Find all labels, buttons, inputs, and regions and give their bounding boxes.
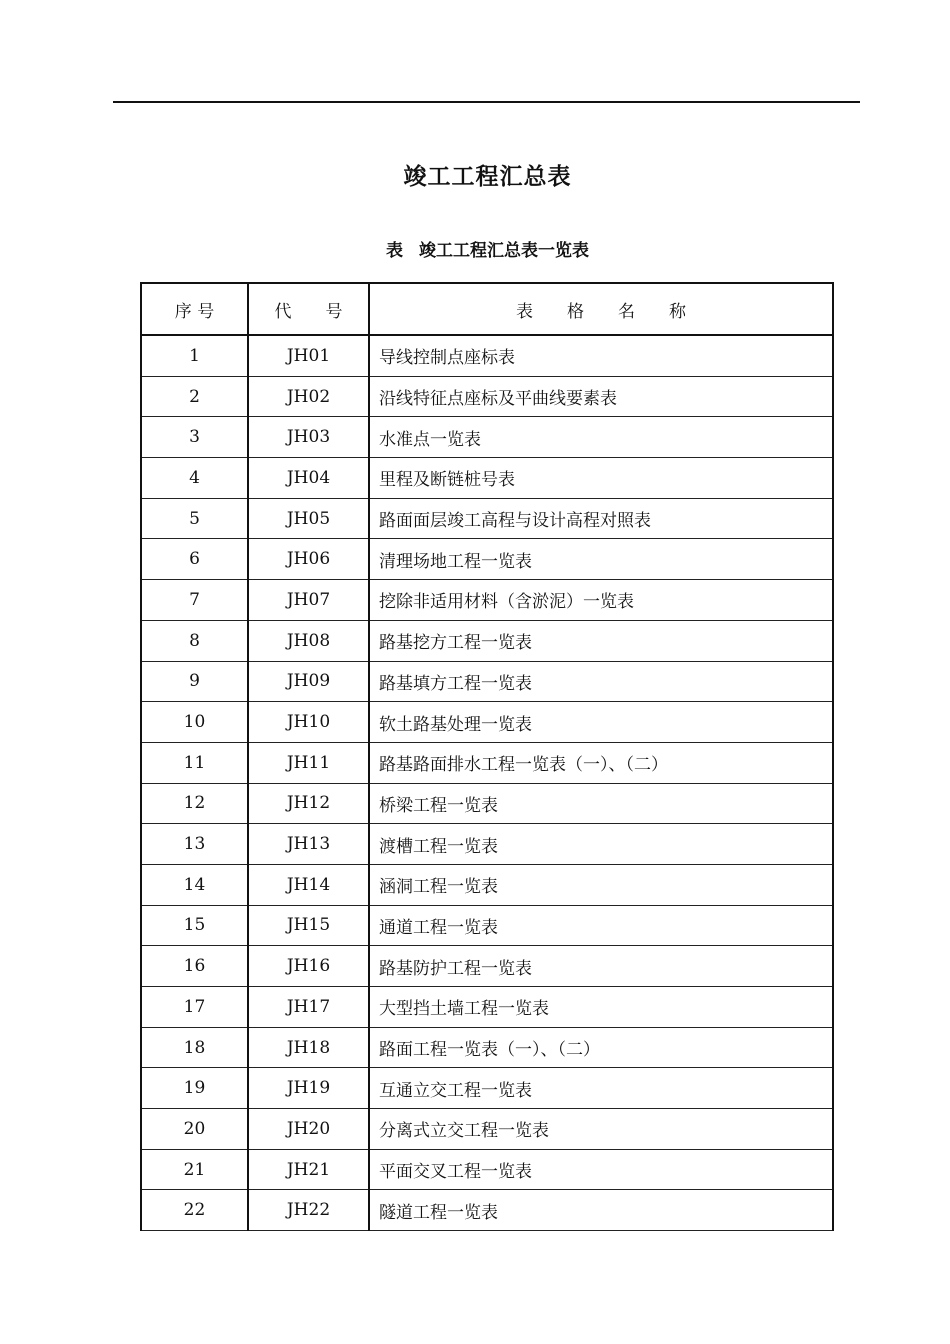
table-row [141, 620, 833, 661]
page-title: 竣工工程汇总表 [403, 164, 572, 190]
row-index-cell: 21 [141, 1149, 248, 1190]
table-row [141, 1068, 833, 1109]
row-name-cell: 里程及断链桩号表 [369, 458, 833, 499]
row-code-cell: JH08 [248, 620, 369, 661]
caption-text: 竣工工程汇总表一览表 [419, 241, 589, 261]
row-name-cell: 通道工程一览表 [369, 905, 833, 946]
table-row [141, 864, 833, 905]
row-name-cell: 桥梁工程一览表 [369, 783, 833, 824]
table-row [141, 498, 833, 539]
row-code-cell: JH18 [248, 1027, 369, 1068]
row-code-cell: JH14 [248, 864, 369, 905]
table-row [141, 742, 833, 783]
table-row [141, 458, 833, 499]
row-name-cell: 沿线特征点座标及平曲线要素表 [369, 376, 833, 417]
row-index-cell: 7 [141, 580, 248, 621]
row-index-cell: 12 [141, 783, 248, 824]
row-name-cell: 路基挖方工程一览表 [369, 620, 833, 661]
row-code-cell: JH13 [248, 824, 369, 865]
row-name-cell: 平面交叉工程一览表 [369, 1149, 833, 1190]
row-code-cell: JH01 [248, 335, 369, 376]
row-code-cell: JH03 [248, 417, 369, 458]
table-row [141, 580, 833, 621]
row-code-cell: JH09 [248, 661, 369, 702]
table-row [141, 335, 833, 376]
row-name-cell: 清理场地工程一览表 [369, 539, 833, 580]
row-name-cell: 路基填方工程一览表 [369, 661, 833, 702]
caption-prefix: 表 [386, 241, 403, 261]
row-index-cell: 18 [141, 1027, 248, 1068]
table-row [141, 946, 833, 987]
row-code-cell: JH07 [248, 580, 369, 621]
table-row [141, 1109, 833, 1150]
row-index-cell: 1 [141, 335, 248, 376]
row-name-cell: 软土路基处理一览表 [369, 702, 833, 743]
column-header-code: 代 号 [248, 283, 369, 335]
row-code-cell: JH22 [248, 1190, 369, 1231]
row-code-cell: JH11 [248, 742, 369, 783]
row-name-cell: 导线控制点座标表 [369, 335, 833, 376]
row-index-cell: 4 [141, 458, 248, 499]
row-index-cell: 14 [141, 864, 248, 905]
header-rule [113, 101, 860, 103]
row-index-cell: 9 [141, 661, 248, 702]
row-index-cell: 15 [141, 905, 248, 946]
row-code-cell: JH02 [248, 376, 369, 417]
row-index-cell: 2 [141, 376, 248, 417]
row-code-cell: JH15 [248, 905, 369, 946]
row-name-cell: 分离式立交工程一览表 [369, 1109, 833, 1150]
table-row [141, 1149, 833, 1190]
row-index-cell: 11 [141, 742, 248, 783]
column-header-name: 表 格 名 称 [369, 283, 833, 335]
row-name-cell: 水准点一览表 [369, 417, 833, 458]
table-row [141, 376, 833, 417]
row-index-cell: 17 [141, 987, 248, 1028]
table-caption [0, 236, 950, 261]
row-index-cell: 19 [141, 1068, 248, 1109]
table-row [141, 783, 833, 824]
table-body [141, 335, 833, 1231]
row-name-cell: 大型挡土墙工程一览表 [369, 987, 833, 1028]
table-row [141, 702, 833, 743]
row-index-cell: 3 [141, 417, 248, 458]
row-code-cell: JH06 [248, 539, 369, 580]
table-row [141, 539, 833, 580]
row-index-cell: 20 [141, 1109, 248, 1150]
row-index-cell: 5 [141, 498, 248, 539]
row-index-cell: 22 [141, 1190, 248, 1231]
row-index-cell: 13 [141, 824, 248, 865]
row-name-cell: 路面面层竣工高程与设计高程对照表 [369, 498, 833, 539]
row-name-cell: 路基防护工程一览表 [369, 946, 833, 987]
row-name-cell: 隧道工程一览表 [369, 1190, 833, 1231]
row-name-cell: 互通立交工程一览表 [369, 1068, 833, 1109]
table-row [141, 661, 833, 702]
table-row [141, 824, 833, 865]
table-header-row [141, 283, 833, 335]
table-row [141, 905, 833, 946]
table-row [141, 417, 833, 458]
table-row [141, 987, 833, 1028]
row-code-cell: JH17 [248, 987, 369, 1028]
row-name-cell: 路面工程一览表（一）、（二） [369, 1027, 833, 1068]
column-header-index: 序 号 [141, 283, 248, 335]
row-code-cell: JH04 [248, 458, 369, 499]
row-code-cell: JH21 [248, 1149, 369, 1190]
row-code-cell: JH16 [248, 946, 369, 987]
table-row [141, 1190, 833, 1231]
row-name-cell: 渡槽工程一览表 [369, 824, 833, 865]
row-code-cell: JH12 [248, 783, 369, 824]
table-row [141, 1027, 833, 1068]
row-index-cell: 10 [141, 702, 248, 743]
row-name-cell: 路基路面排水工程一览表（一）、（二） [369, 742, 833, 783]
row-code-cell: JH20 [248, 1109, 369, 1150]
row-name-cell: 涵洞工程一览表 [369, 864, 833, 905]
row-code-cell: JH05 [248, 498, 369, 539]
row-index-cell: 16 [141, 946, 248, 987]
row-index-cell: 8 [141, 620, 248, 661]
summary-table [140, 282, 834, 1231]
row-name-cell: 挖除非适用材料（含淤泥）一览表 [369, 580, 833, 621]
row-code-cell: JH10 [248, 702, 369, 743]
row-index-cell: 6 [141, 539, 248, 580]
row-code-cell: JH19 [248, 1068, 369, 1109]
